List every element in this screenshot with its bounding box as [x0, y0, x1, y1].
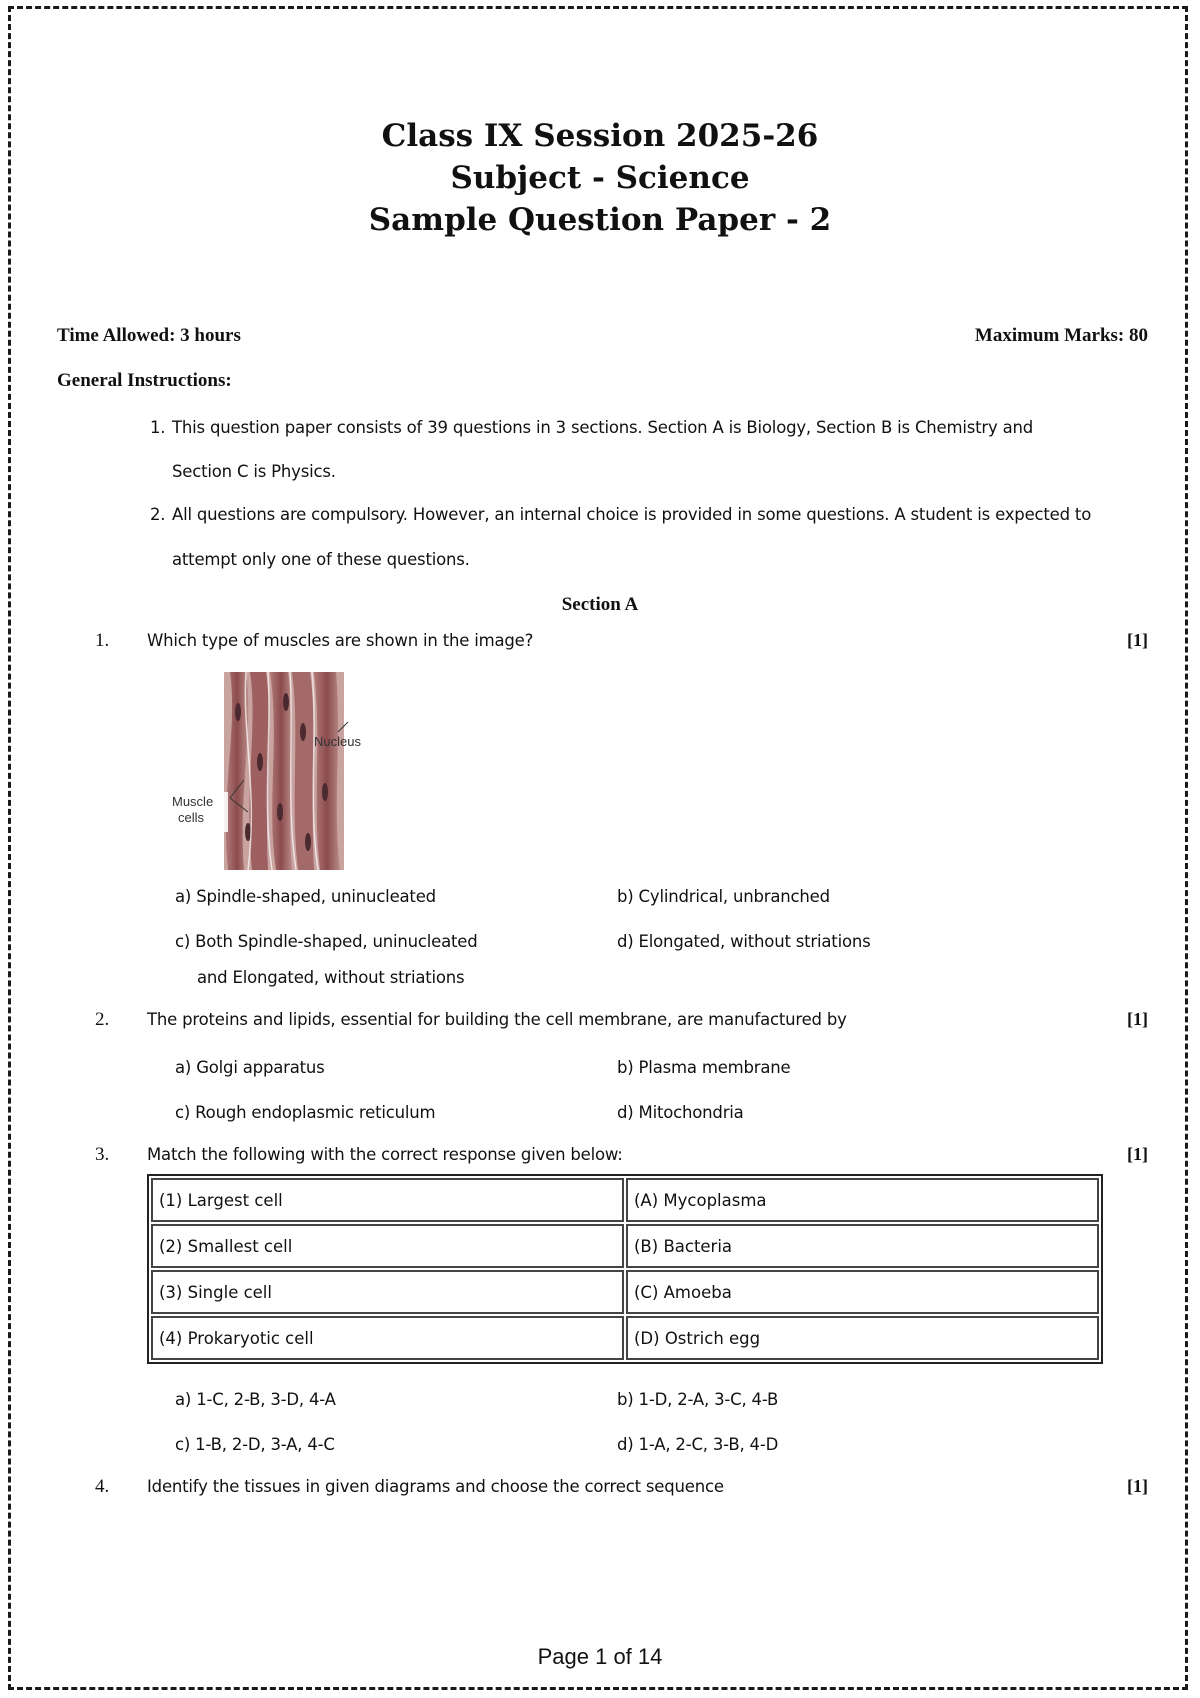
maximum-marks: Maximum Marks: 80 [974, 325, 1148, 346]
option-c: c) Both Spindle-shaped, uninucleated [175, 932, 478, 951]
section-heading: Section A [561, 594, 639, 615]
instruction-text-cont: Section C is Physics. [172, 462, 336, 481]
nucleus-label: Nucleus [314, 734, 361, 749]
instruction-number: 1. [150, 418, 166, 437]
table-cell: (A) Mycoplasma [626, 1178, 1099, 1222]
option-b: b) Plasma membrane [617, 1058, 791, 1077]
option-d: d) 1-A, 2-C, 3-B, 4-D [617, 1435, 779, 1454]
question-marks: [1] [1127, 1476, 1148, 1496]
question-marks: [1] [1127, 1144, 1148, 1164]
option-b: b) Cylindrical, unbranched [617, 887, 830, 906]
option-d: d) Elongated, without striations [617, 932, 871, 951]
question-marks: [1] [1127, 630, 1148, 650]
question-number: 3. [95, 1144, 110, 1165]
option-c: c) Rough endoplasmic reticulum [175, 1103, 436, 1122]
option-a: a) Spindle-shaped, uninucleated [175, 887, 436, 906]
match-table [147, 1174, 1103, 1364]
cells-label: cells [178, 810, 205, 825]
instruction-text: This question paper consists of 39 questions in 3 sections. Section A is Biology, Section B is Chemistry and [172, 418, 1034, 437]
option-b: b) 1-D, 2-A, 3-C, 4-B [617, 1390, 779, 1409]
muscle-label: Muscle [172, 794, 214, 809]
table-cell: (D) Ostrich egg [626, 1316, 1099, 1360]
question-text: Match the following with the correct response given below: [147, 1145, 623, 1164]
table-row [151, 1178, 1099, 1222]
title-subject: Subject - Science [450, 160, 750, 196]
table-cell: (2) Smallest cell [151, 1224, 624, 1268]
smooth-muscle-figure [168, 672, 378, 870]
question-number: 2. [95, 1009, 110, 1030]
table-cell: (C) Amoeba [626, 1270, 1099, 1314]
question-marks: [1] [1127, 1009, 1148, 1029]
question-text: Which type of muscles are shown in the image? [147, 631, 534, 650]
table-cell: (3) Single cell [151, 1270, 624, 1314]
question-text: Identify the tissues in given diagrams and choose the correct sequence [147, 1477, 724, 1496]
paper-title [0, 115, 1200, 241]
table-row [151, 1224, 1099, 1268]
table-cell: (1) Largest cell [151, 1178, 624, 1222]
title-session: Class IX Session 2025-26 [381, 118, 819, 154]
table-row [151, 1316, 1099, 1360]
instruction-number: 2. [150, 505, 166, 524]
option-c-cont: and Elongated, without striations [197, 968, 465, 987]
option-a: a) Golgi apparatus [175, 1058, 325, 1077]
instruction-text-cont: attempt only one of these questions. [172, 550, 470, 569]
instructions-heading: General Instructions: [57, 370, 232, 391]
question-text: The proteins and lipids, essential for building the cell membrane, are manufactured by [147, 1010, 847, 1029]
question-number: 4. [95, 1476, 110, 1497]
option-c: c) 1-B, 2-D, 3-A, 4-C [175, 1435, 335, 1454]
option-d: d) Mitochondria [617, 1103, 744, 1122]
title-paper: Sample Question Paper - 2 [368, 202, 832, 238]
time-allowed: Time Allowed: 3 hours [57, 325, 241, 346]
table-cell: (B) Bacteria [626, 1224, 1099, 1268]
table-row [151, 1270, 1099, 1314]
question-number: 1. [95, 630, 110, 651]
option-a: a) 1-C, 2-B, 3-D, 4-A [175, 1390, 336, 1409]
page-number: Page 1 of 14 [537, 1644, 663, 1669]
instruction-text: All questions are compulsory. However, an internal choice is provided in some questions. A student is expected to [172, 505, 1092, 524]
table-cell: (4) Prokaryotic cell [151, 1316, 624, 1360]
